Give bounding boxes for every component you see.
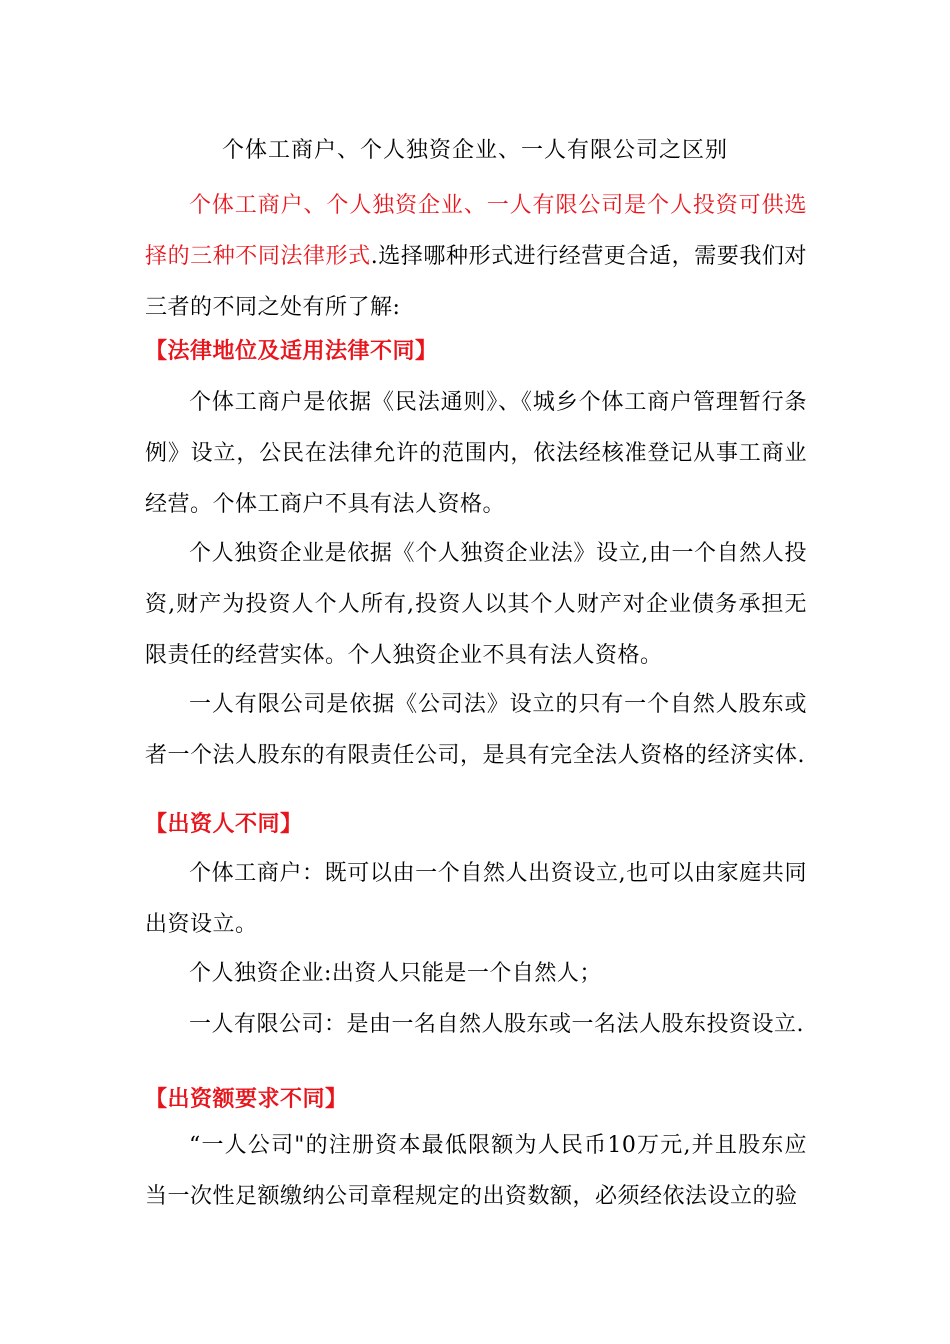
section-heading-capital: 【出资额要求不同】: [145, 1086, 348, 1112]
document-title: 个体工商户、个人独资企业、一人有限公司之区别: [221, 138, 728, 163]
intro-rest: .选择哪种形式进行经营更合适，需要我们对三者的不同之处有所了解:: [145, 244, 807, 320]
paragraph-investor-sole-proprietorship: 个人独资企业:出资人只能是一个自然人；: [189, 961, 602, 986]
paragraph-capital-requirement: “一人公司"的注册资本最低限额为人民币10万元,并且股东应当一次性足额缴纳公司章程规定的出资数额，必须经依法设立的验: [145, 1133, 807, 1209]
paragraph-investor-sole-trader: 个体工商户：既可以由一个自然人出资设立,也可以由家庭共同出资设立。: [145, 861, 807, 937]
section-heading-legal-status: 【法律地位及适用法律不同】: [145, 338, 438, 364]
section-heading-investor: 【出资人不同】: [145, 811, 303, 837]
intro-paragraph: [145, 180, 807, 333]
paragraph-sole-trader: 个体工商户是依据《民法通则》、《城乡个体工商户管理暂行条例》设立，公民在法律允许的范围内，依法经核准登记从事工商业经营。个体工商户不具有法人资格。: [145, 390, 807, 517]
paragraph-one-person-company: 一人有限公司是依据《公司法》设立的只有一个自然人股东或者一个法人股东的有限责任公司，是具有完全法人资格的经济实体.: [145, 692, 807, 768]
paragraph-investor-one-person-company: 一人有限公司：是由一名自然人股东或一名法人股东投资设立.: [189, 1012, 804, 1037]
intro-highlight: 个体工商户、个人独资企业、一人有限公司是个人投资可供选择的三种不同法律形式: [145, 193, 807, 269]
paragraph-sole-proprietorship: 个人独资企业是依据《个人独资企业法》设立,由一个自然人投资,财产为投资人个人所有,投资人以其个人财产对企业债务承担无限责任的经营实体。个人独资企业不具有法人资格。: [145, 541, 807, 668]
